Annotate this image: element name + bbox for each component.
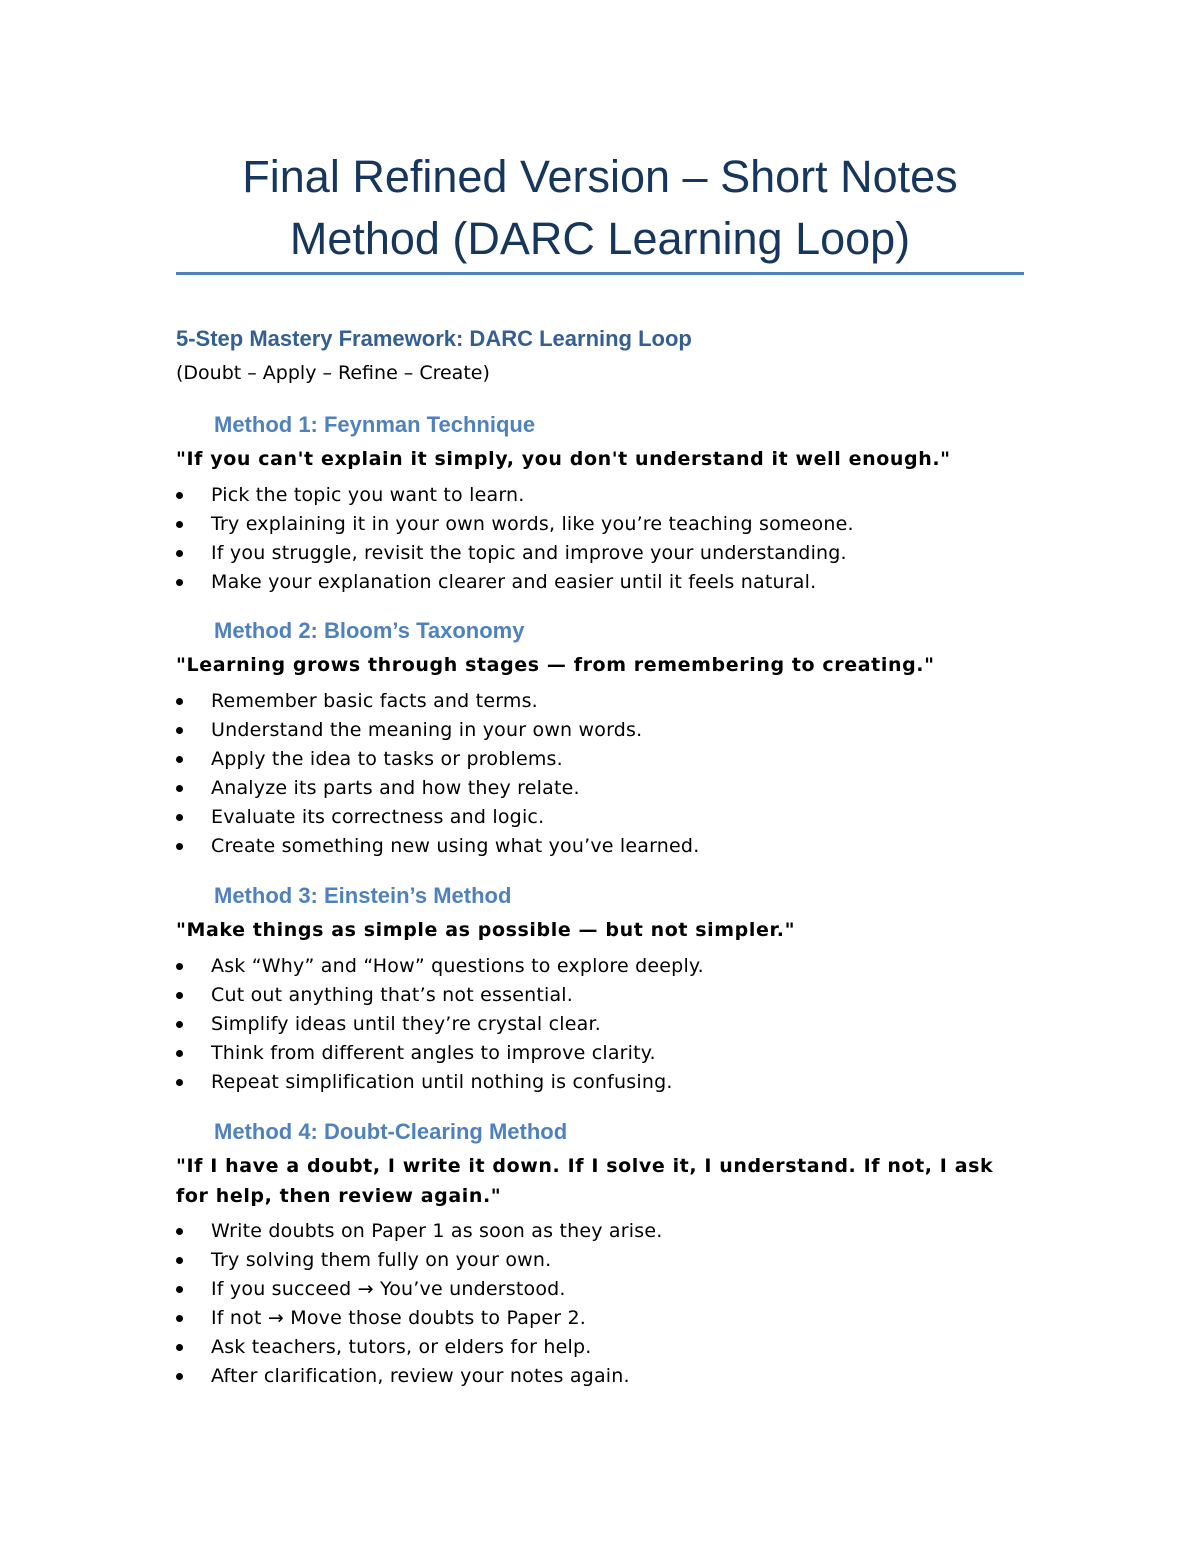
list-item: After clarification, review your notes again. [176,1362,662,1391]
bullet-icon [176,1050,183,1057]
bullet-icon [176,1228,183,1235]
bullet-icon [176,963,183,970]
list-item: Pick the topic you want to learn. [176,481,854,510]
list-item: Ask “Why” and “How” questions to explore deeply. [176,952,704,981]
bullet-icon [176,756,183,763]
bullet-icon [176,1344,183,1351]
method-4-heading: Method 4: Doubt-Clearing Method [214,1119,568,1144]
list-item: Cut out anything that’s not essential. [176,981,704,1010]
page-title [176,146,1024,270]
bullet-icon [176,1286,183,1293]
method-3-heading: Method 3: Einstein’s Method [214,883,512,908]
list-item: If you struggle, revisit the topic and improve your understanding. [176,539,854,568]
list-item: Apply the idea to tasks or problems. [176,745,699,774]
bullet-icon [176,843,183,850]
list-item: Understand the meaning in your own words. [176,716,699,745]
list-item: Evaluate its correctness and logic. [176,803,699,832]
list-item: Repeat simplification until nothing is confusing. [176,1068,704,1097]
method-3-quote: "Make things as simple as possible — but not simpler." [176,919,796,941]
list-item: Try explaining it in your own words, like you’re teaching someone. [176,510,854,539]
bullet-icon [176,785,183,792]
list-item: If not → Move those doubts to Paper 2. [176,1304,662,1333]
list-item: Make your explanation clearer and easier until it feels natural. [176,568,854,597]
bullet-icon [176,579,183,586]
bullet-icon [176,1315,183,1322]
bullet-icon [176,1257,183,1264]
method-1-heading: Method 1: Feynman Technique [214,412,536,437]
method-1-bullet-list [176,481,854,597]
list-item: Create something new using what you’ve learned. [176,832,699,861]
bullet-icon [176,727,183,734]
bullet-icon [176,521,183,528]
title-underline-rule [176,272,1024,275]
bullet-icon [176,550,183,557]
list-item: Analyze its parts and how they relate. [176,774,699,803]
list-item: Simplify ideas until they’re crystal clear. [176,1010,704,1039]
bullet-icon [176,1021,183,1028]
method-2-heading: Method 2: Bloom’s Taxonomy [214,618,525,643]
method-4-quote: "If I have a doubt, I write it down. If I solve it, I understand. If not, I ask for help, then review again." [176,1155,994,1207]
bullet-icon [176,698,183,705]
list-item: Think from different angles to improve clarity. [176,1039,704,1068]
list-item: Ask teachers, tutors, or elders for help. [176,1333,662,1362]
bullet-icon [176,492,183,499]
framework-heading: 5-Step Mastery Framework: DARC Learning Loop [176,326,692,351]
bullet-icon [176,1373,183,1380]
list-item: Write doubts on Paper 1 as soon as they arise. [176,1217,662,1246]
page-title-line-2: Method (DARC Learning Loop) [289,213,911,264]
method-2-quote: "Learning grows through stages — from remembering to creating." [176,654,935,676]
method-2-bullet-list [176,687,699,861]
framework-subtitle: (Doubt – Apply – Refine – Create) [176,362,490,384]
list-item: Try solving them fully on your own. [176,1246,662,1275]
method-3-bullet-list [176,952,704,1097]
bullet-icon [176,992,183,999]
page-title-line-1: Final Refined Version – Short Notes [242,151,958,202]
method-1-quote: "If you can't explain it simply, you don't understand it well enough." [176,448,951,470]
list-item: If you succeed → You’ve understood. [176,1275,662,1304]
bullet-icon [176,814,183,821]
method-4-bullet-list [176,1217,662,1391]
list-item: Remember basic facts and terms. [176,687,699,716]
bullet-icon [176,1079,183,1086]
